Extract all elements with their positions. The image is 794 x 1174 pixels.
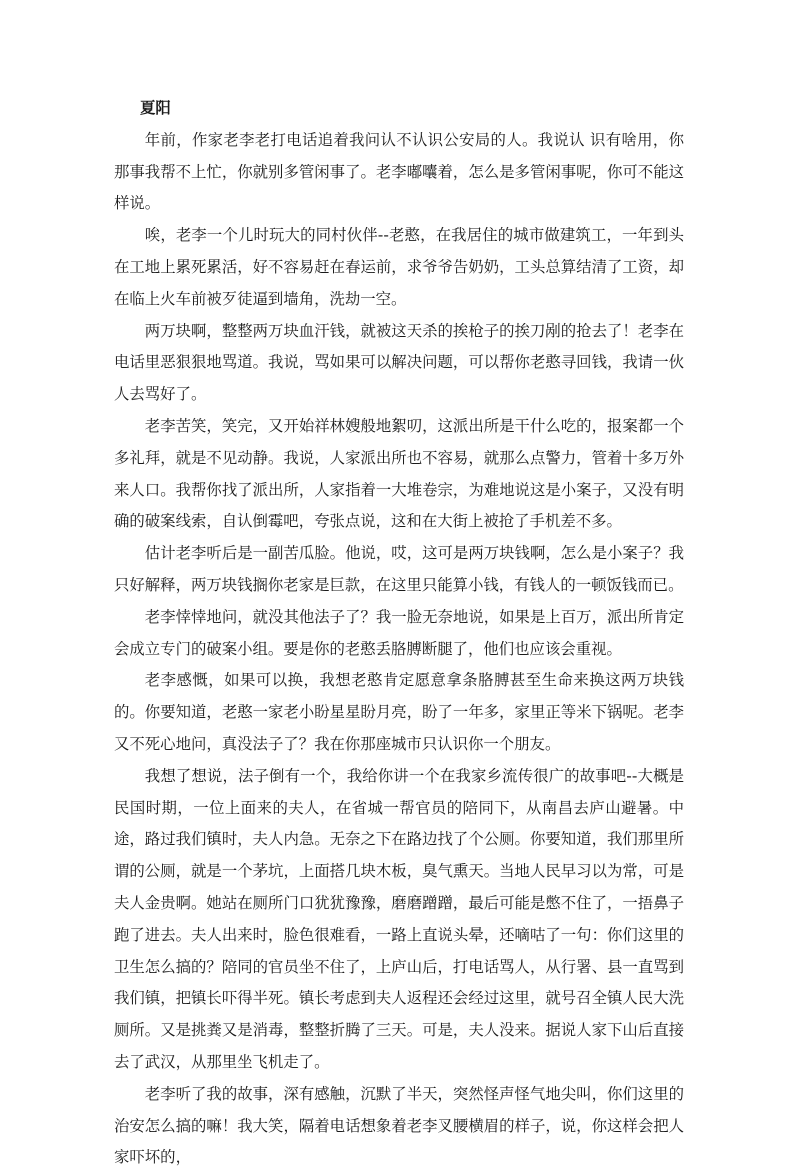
- paragraph: 我想了想说，法子倒有一个，我给你讲一个在我家乡流传很广的故事吧--大概是民国时期，一位上面来的夫人，在省城一帮官员的陪同下，从南昌去庐山避暑。中途，路过我们镇时，夫人内急。无奈之下在路边找了个公厕。你要知道，我们那里所谓的公厕，就是一个茅坑，上面搭几块木板，臭气熏天。当地人民早习以为常，可是夫人金贵啊。她站在厕所门口犹犹豫豫，磨磨蹭蹭，最后可能是憋不住了，一捂鼻子跑了进去。夫人出来时，脸色很难看，一路上直说头晕，还嘀咕了一句：你们这里的卫生怎么搞的？陪同的官员坐不住了，上庐山后，打电话骂人，从行署、县一直骂到我们镇，把镇长吓得半死。镇长考虑到夫人返程还会经过这里，就号召全镇人民大洗厕所。又是挑粪又是消毒，整整折腾了三天。可是，夫人没来。据说人家下山后直接去了武汉，从那里坐飞机走了。: [114, 766, 684, 1071]
- paragraph: 老李悻悻地问，就没其他法子了？我一脸无奈地说，如果是上百万，派出所肯定会成立专门的破案小组。要是你的老憨丢胳膊断腿了，他们也应该会重视。: [114, 607, 684, 658]
- paragraph: 唉，老李一个儿时玩大的同村伙伴--老憨，在我居住的城市做建筑工，一年到头在工地上累死累活，好不容易赶在春运前，求爷爷告奶奶，工头总算结清了工资，却在临上火车前被歹徒逼到墙角，洗劫一空。: [114, 226, 684, 308]
- paragraph: 年前，作家老李老打电话追着我问认不认识公安局的人。我说认 识有啥用，你那事我帮不上忙，你就别多管闲事了。老李嘟囔着，怎么是多管闲事呢，你可不能这样说。: [114, 130, 684, 213]
- article-body: [114, 93, 684, 1174]
- paragraph: 估计老李听后是一副苦瓜脸。他说，哎，这可是两万块钱啊，怎么是小案子？我只好解释，两万块钱搁你老家是巨款，在这里只能算小钱，有钱人的一顿饭钱而已。: [114, 544, 684, 594]
- paragraph: 老李苦笑，笑完，又开始祥林嫂般地絮叨，这派出所是干什么吃的，报案都一个多礼拜，就是不见动静。我说，人家派出所也不容易，就那么点警力，管着十多万外来人口。我帮你找了派出所，人家指着一大堆卷宗，为难地说这是小案子，又没有明确的破案线索，自认倒霉吧，夸张点说，这和在大街上被抢了手机差不多。: [114, 416, 684, 531]
- paragraph: 两万块啊，整整两万块血汗钱，就被这天杀的挨枪子的挨刀剐的抢去了！老李在电话里恶狠狠地骂道。我说，骂如果可以解决问题，可以帮你老憨寻回钱，我请一伙人去骂好了。: [114, 321, 684, 404]
- paragraph: 老李听了我的故事，深有感触，沉默了半天，突然怪声怪气地尖叫，你们这里的治安怎么搞的嘛！我大笑，隔着电话想象着老李叉腰横眉的样子，说，你这样会把人家吓坏的，: [114, 1084, 684, 1167]
- author-name: 夏阳: [140, 99, 171, 117]
- paragraph: 老李感慨，如果可以换，我想老憨肯定愿意拿条胳膊甚至生命来换这两万块钱的。你要知道，老憨一家老小盼星星盼月亮，盼了一年多，家里正等米下锅呢。老李又不死心地问，真没法子了？我在你那座城市只认识你一个朋友。: [114, 671, 684, 753]
